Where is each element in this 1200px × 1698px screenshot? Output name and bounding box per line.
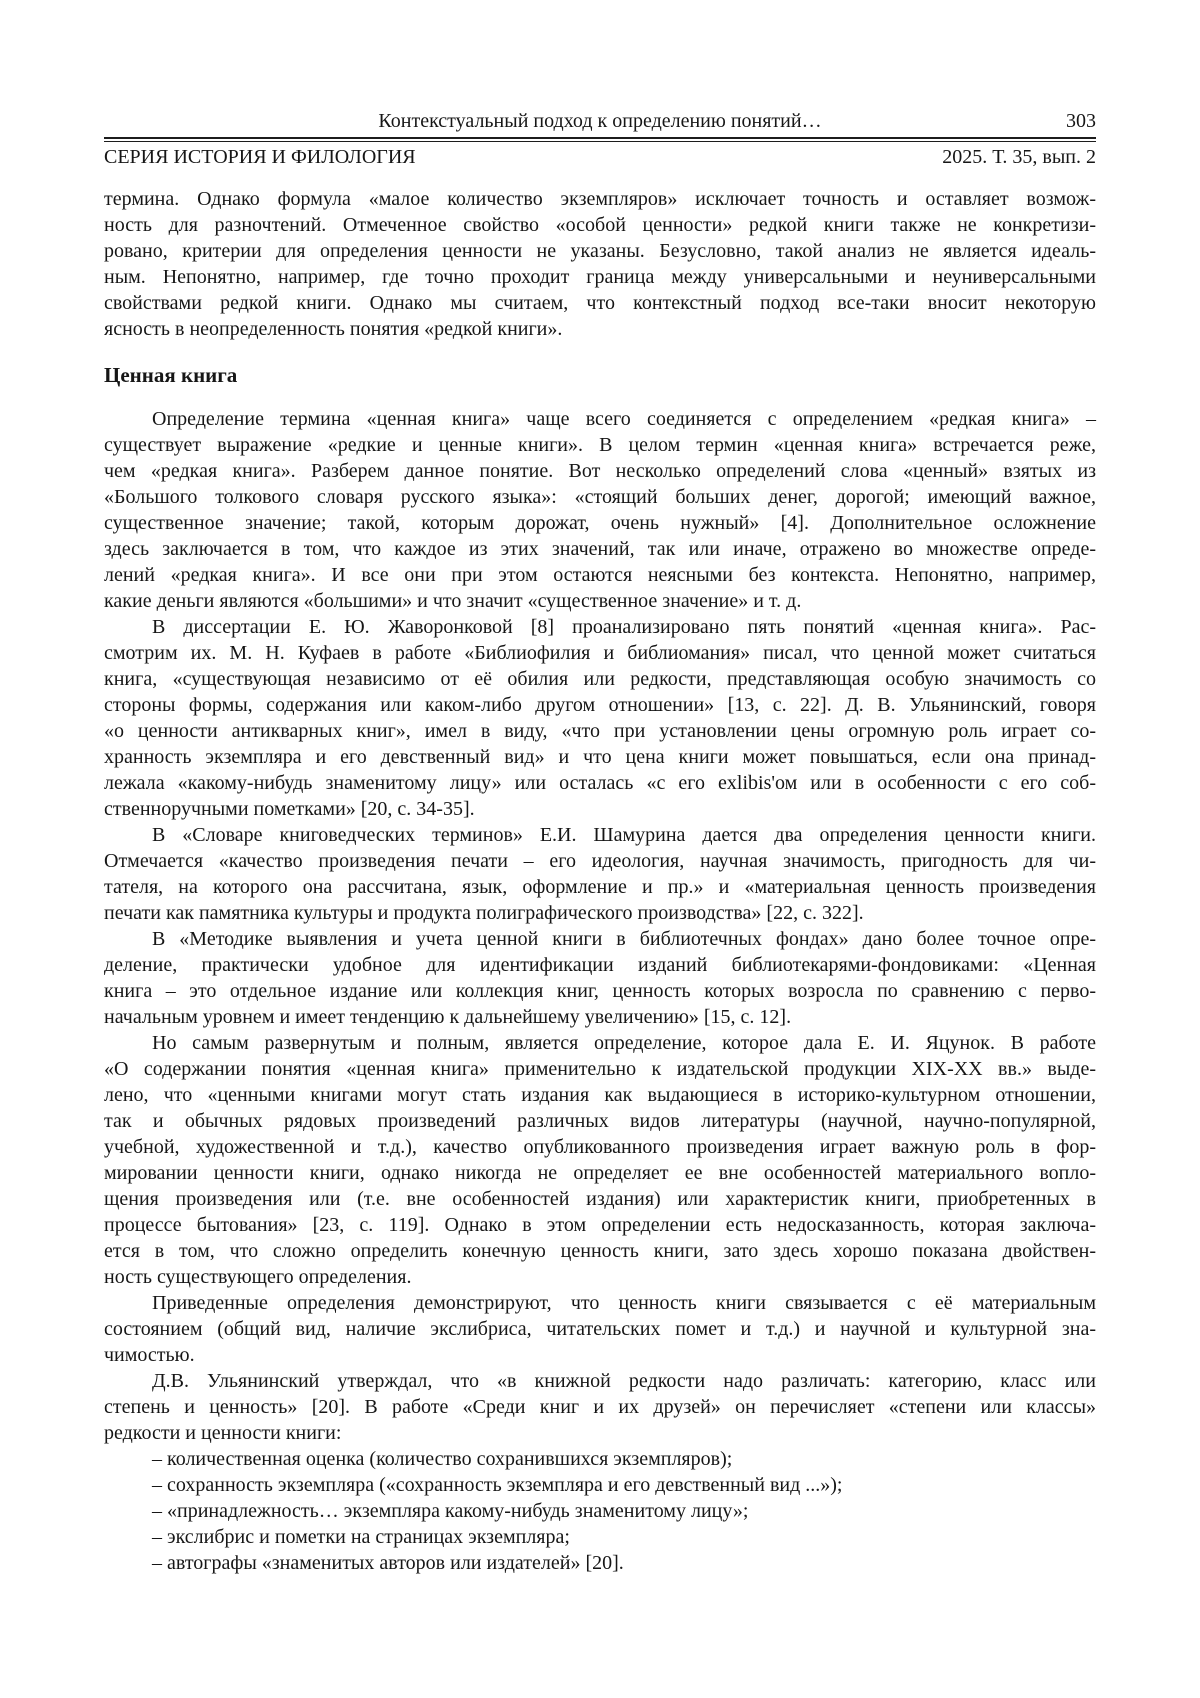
text-line: существует выражение «редкие и ценные книги». В целом термин «ценная книга» встречается реже, (104, 434, 1096, 456)
text-line: ясность в неопределенность понятия «редкой книги». (104, 318, 563, 340)
text-line: печати как памятника культуры и продукта полиграфического производства» [22, с. 322]. (104, 902, 864, 924)
running-title: Контекстуальный подход к определению понятий… (378, 110, 822, 132)
paragraph (104, 822, 1096, 926)
text-line: книга – это отдельное издание или коллекция книг, ценность которых возросла по сравнению с перво- (104, 980, 1096, 1002)
text-line: существенное значение; такой, которым дорожат, очень нужный» [4]. Дополнительное осложнение (104, 512, 1096, 534)
text-line: В диссертации Е. Ю. Жаворонковой [8] проанализировано пять понятий «ценная книга». Рас- (152, 616, 1096, 638)
text-line: лений «редкая книга». И все они при этом остаются неясными без контекста. Непонятно, например, (104, 564, 1096, 586)
paragraph (104, 1030, 1096, 1290)
text-line: смотрим их. М. Н. Куфаев в работе «Библиофилия и библиомания» писал, что ценной может считаться (104, 642, 1096, 664)
text-line: процессе бытования» [23, с. 119]. Однако в этом определении есть недосказанность, которая заключа- (104, 1214, 1096, 1236)
text-line: Отмечается «качество произведения печати – его идеология, научная значимость, пригодность для чи- (104, 850, 1096, 872)
volume-issue: 2025. Т. 35, вып. 2 (942, 146, 1096, 168)
text-line: хранность экземпляра и его девственный вид» и что цена книги может повышаться, если она принад- (104, 746, 1096, 768)
paragraph (104, 406, 1096, 614)
text-line: щения произведения или (т.е. вне особенностей издания) или характеристик книги, приобретенных в (104, 1188, 1096, 1210)
text-line: стороны формы, содержания или каком-либо другом отношении» [13, с. 22]. Д. В. Ульянинский, говоря (104, 694, 1096, 716)
article-body (104, 186, 1096, 1576)
page-number: 303 (1066, 110, 1096, 132)
paragraph (104, 1290, 1096, 1368)
text-line: редкости и ценности книги: (104, 1422, 342, 1444)
text-line: мировании ценности книги, однако никогда не определяет ее вне особенностей материального вопло- (104, 1162, 1096, 1184)
text-line: начальным уровнем и имеет тенденцию к дальнейшему увеличению» [15, с. 12]. (104, 1006, 792, 1028)
series-row (104, 144, 1096, 170)
list-item: – количественная оценка (количество сохранившихся экземпляров); (152, 1448, 733, 1470)
list-item: – экслибрис и пометки на страницах экземпляра; (152, 1526, 570, 1548)
text-line: ется в том, что сложно определить конечную ценность книги, зато здесь хорошо показана двойствен- (104, 1240, 1096, 1262)
text-line: чем «редкая книга». Разберем данное понятие. Вот несколько определений слова «ценный» взятых из (104, 460, 1096, 482)
text-line: состоянием (общий вид, наличие экслибриса, читательских помет и т.д.) и научной и культурной зна- (104, 1318, 1096, 1340)
list-item: – сохранность экземпляра («сохранность экземпляра и его девственный вид ...»); (152, 1474, 843, 1496)
paragraph (104, 614, 1096, 822)
page-header (104, 108, 1096, 170)
list-item: – «принадлежность… экземпляра какому-нибудь знаменитому лицу»; (152, 1500, 749, 1522)
list-item: – автографы «знаменитых авторов или издателей» [20]. (152, 1552, 624, 1574)
text-line: лено, что «ценными книгами могут стать издания как выдающиеся в историко-культурном отношении, (104, 1084, 1096, 1106)
text-line: Д.В. Ульянинский утверждал, что «в книжной редкости надо различать: категорию, класс или (152, 1370, 1096, 1392)
text-line: В «Методике выявления и учета ценной книги в библиотечных фондах» дано более точное опре- (152, 928, 1096, 950)
text-line: деление, практически удобное для идентификации изданий библиотекарями-фондовиками: «Ценная (104, 954, 1096, 976)
paragraph (104, 186, 1096, 342)
text-line: чимостью. (104, 1344, 195, 1366)
text-line: «о ценности антикварных книг», имел в виду, «что при установлении цены огромную роль играет со- (104, 720, 1096, 742)
text-line: термина. Однако формула «малое количество экземпляров» исключает точность и оставляет возмож- (104, 188, 1096, 210)
text-line: ным. Непонятно, например, где точно проходит граница между универсальными и неуниверсальными (104, 266, 1096, 288)
text-line: какие деньги являются «большими» и что значит «существенное значение» и т. д. (104, 590, 802, 612)
text-line: свойствами редкой книги. Однако мы считаем, что контекстный подход все-таки вносит некоторую (104, 292, 1096, 314)
text-line: учебной, художественной и т.д.), качество опубликованного произведения играет важную роль в фор- (104, 1136, 1096, 1158)
text-line: Приведенные определения демонстрируют, что ценность книги связывается с её материальным (152, 1292, 1096, 1314)
text-line: степень и ценность» [20]. В работе «Среди книг и их друзей» он перечисляет «степени или классы» (104, 1396, 1096, 1418)
text-line: ность существующего определения. (104, 1266, 412, 1288)
text-line: лежала «какому-нибудь знаменитому лицу» или осталась «с его exlibis'ом или в особенности с его соб- (104, 772, 1096, 794)
text-line: так и обычных рядовых произведений различных видов литературы (научной, научно-популярной, (104, 1110, 1096, 1132)
text-line: книга, «существующая независимо от её обилия или редкости, представляющая особую значимость со (104, 668, 1096, 690)
text-line: «Большого толкового словаря русского языка»: «стоящий больших денег, дорогой; имеющий важное, (104, 486, 1096, 508)
text-line: тателя, на которого она рассчитана, язык, оформление и пр.» и «материальная ценность произведения (104, 876, 1096, 898)
text-line: здесь заключается в том, что каждое из этих значений, так или иначе, отражено во множестве опреде- (104, 538, 1096, 560)
text-line: В «Словаре книговедческих терминов» Е.И. Шамурина дается два определения ценности книги. (152, 824, 1096, 846)
header-rule (104, 137, 1096, 142)
series-title: СЕРИЯ ИСТОРИЯ И ФИЛОЛОГИЯ (104, 146, 416, 168)
text-line: Но самым развернутым и полным, является определение, которое дала Е. И. Яцунок. В работе (152, 1032, 1096, 1054)
running-head-row (104, 108, 1096, 134)
text-line: ственноручными пометками» [20, с. 34-35]. (104, 798, 475, 820)
paragraph (104, 926, 1096, 1030)
text-line: ность для разночтений. Отмеченное свойство «особой ценности» редкой книги также не конкретизи- (104, 214, 1096, 236)
section-heading: Ценная книга (104, 363, 238, 387)
text-line: Определение термина «ценная книга» чаще всего соединяется с определением «редкая книга» – (152, 408, 1096, 430)
paragraph (104, 1368, 1096, 1446)
text-line: ровано, критерии для определения ценности не указаны. Безусловно, такой анализ не является идеаль- (104, 240, 1096, 262)
text-line: «О содержании понятия «ценная книга» применительно к издательской продукции XIX-XX вв.» выде- (104, 1058, 1096, 1080)
classification-list (104, 1446, 1096, 1576)
